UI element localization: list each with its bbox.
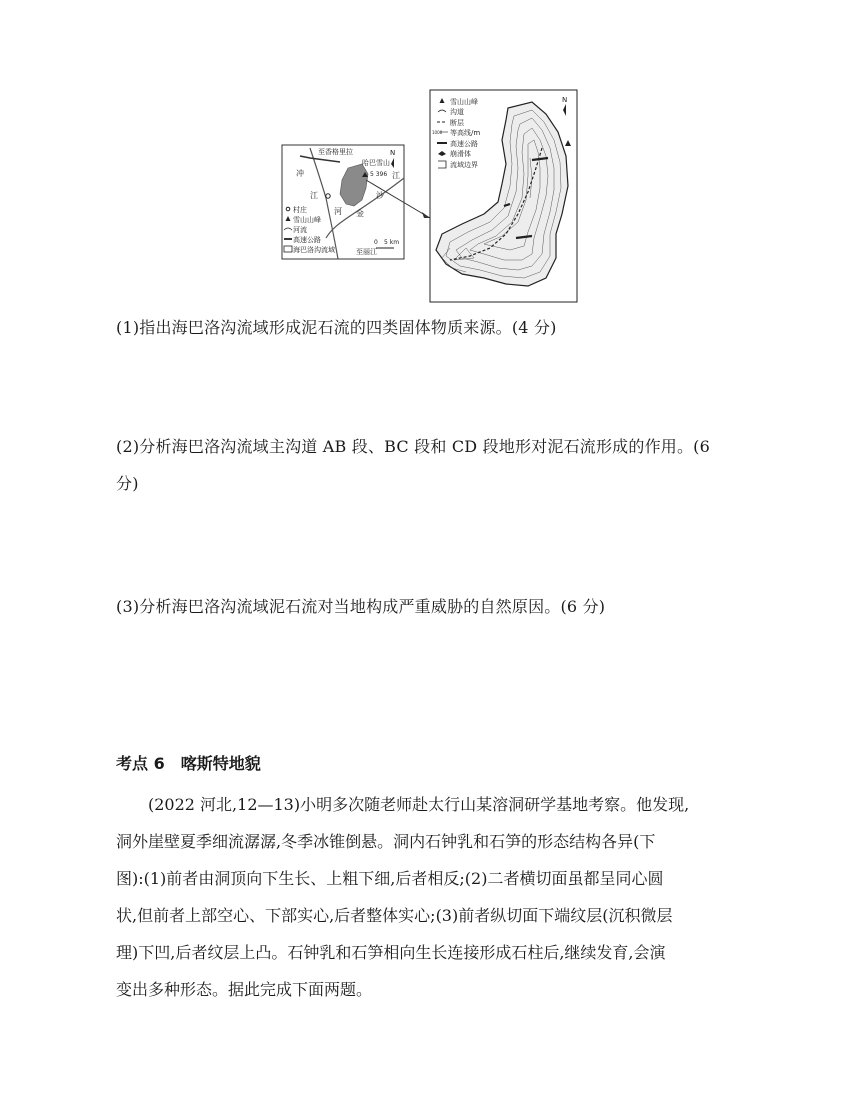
- map-figure: [270, 88, 590, 306]
- legend-contour-value: 1000: [432, 130, 443, 135]
- paragraph-line: 洞外崖壁夏季细流潺潺,冬季冰锥倒悬。洞内石钟乳和石笋的形态结构各异(下: [116, 832, 656, 851]
- question-1: (1)指出海巴洛沟流域形成泥石流的四类固体物质来源。(4 分): [116, 318, 557, 337]
- pointer-arrowhead: [422, 212, 430, 218]
- legend-highway-large: 高速公路: [450, 140, 478, 148]
- legend-contour: 等高线/m: [450, 129, 481, 137]
- legend-village: 村庄: [293, 206, 307, 214]
- legend-basin: 海巴洛沟流域: [293, 246, 335, 254]
- section-paragraph: [116, 786, 746, 1008]
- section-title: 考点 6 喀斯特地貌: [116, 754, 261, 773]
- label-river-sha: 沙: [376, 191, 384, 200]
- label-haba-snow-mountain: 哈巴雪山: [362, 159, 390, 167]
- question-2-continued: 分): [116, 474, 139, 493]
- label-river-chong: 冲: [296, 169, 304, 178]
- legend-snow-peak: 雪山山峰: [450, 98, 478, 106]
- question-2: (2)分析海巴洛沟流域主沟道 AB 段、BC 段和 CD 段地形对泥石流形成的作用。(6: [116, 437, 710, 456]
- scale-zero: 0: [374, 239, 378, 246]
- label-river-jiang2: 江: [392, 171, 400, 180]
- label-river-jin: 金: [356, 209, 364, 218]
- legend-boundary: 流域边界: [450, 161, 478, 169]
- paragraph-line: 理)下凹,后者纹层上凸。石钟乳和石笋相向生长连接形成石柱后,继续发育,会演: [116, 943, 666, 962]
- paragraph-line: 状,但前者上部空心、下部实心,后者整体实心;(3)前者纵切面下端纹层(沉积微层: [116, 906, 673, 925]
- paragraph-line: 变出多种形态。据此完成下面两题。: [116, 980, 373, 999]
- large-map-north: N: [562, 96, 568, 104]
- scale-five: 5 km: [384, 239, 400, 246]
- legend-highway: 高速公路: [293, 236, 321, 244]
- label-to-lijiang: 至丽江: [356, 248, 377, 256]
- paragraph-line: 图):(1)前者由洞顶向下生长、上粗下细,后者相反;(2)二者横切面虽都呈同心圆: [116, 869, 664, 888]
- label-river-he: 河: [334, 207, 342, 216]
- legend-peak: 雪山山峰: [293, 216, 321, 224]
- label-peak-elevation: 5 396: [370, 171, 388, 178]
- legend-landslide: 崩滑体: [450, 150, 471, 158]
- paragraph-line: (2022 河北,12—13)小明多次随老师赴太行山某溶洞研学基地考察。他发现,: [148, 795, 690, 814]
- label-to-shangri-la: 至香格里拉: [318, 148, 353, 156]
- small-map-north: N: [390, 149, 396, 157]
- question-3: (3)分析海巴洛沟流域泥石流对当地构成严重威胁的自然原因。(6 分): [116, 597, 606, 616]
- legend-river: 河流: [293, 226, 307, 234]
- legend-fault: 断层: [450, 119, 464, 127]
- legend-gully: 沟道: [450, 108, 464, 116]
- label-river-jiang: 江: [310, 191, 318, 200]
